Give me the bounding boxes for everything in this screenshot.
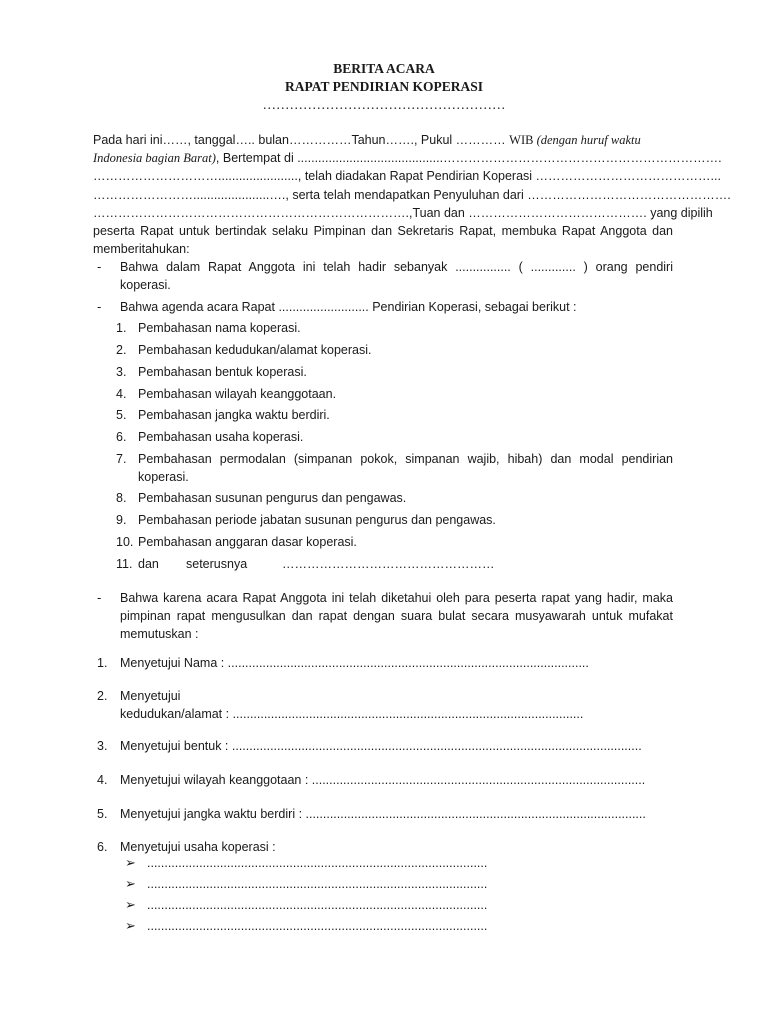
agenda-item-cont: koperasi. <box>138 470 189 484</box>
decision-number: 1. <box>97 656 108 670</box>
usaha-item: .................................................................................................. <box>147 898 488 912</box>
decision-item: Menyetujui <box>120 689 181 703</box>
decision-item: Menyetujui jangka waktu berdiri : .................................................................................................. <box>120 807 646 821</box>
usaha-item: .................................................................................................. <box>147 919 488 933</box>
decision-number: 5. <box>97 807 108 821</box>
bullet-dash: - <box>97 259 102 274</box>
bullet-attendance: Bahwa dalam Rapat Anggota ini telah hadir sebanyak ................ ( ............. ) orang pendiri <box>120 260 673 274</box>
agenda-item: Pembahasan periode jabatan susunan pengurus dan pengawas. <box>138 513 496 527</box>
agenda-item: Pembahasan usaha koperasi. <box>138 430 304 444</box>
agenda-item: Pembahasan anggaran dasar koperasi. <box>138 535 357 549</box>
intro-line-5: ………………………………………………………………….,Tuan dan ……………………………………. yang dipilih <box>93 206 713 220</box>
agenda-item: Pembahasan nama koperasi. <box>138 321 301 335</box>
intro-time-note: (dengan huruf waktu <box>536 133 641 147</box>
intro-line-1-text: Pada hari ini……, tanggal….. bulan……………Tahun……., Pukul ………… <box>93 133 510 147</box>
bullet-dash: - <box>97 590 102 605</box>
agenda-number: 5. <box>116 408 127 422</box>
usaha-item: .................................................................................................. <box>147 856 488 870</box>
agenda-item: Pembahasan susunan pengurus dan pengawas. <box>138 491 407 505</box>
intro-wib: WIB <box>509 133 537 147</box>
agenda-number: 9. <box>116 513 127 527</box>
arrow-bullet-icon: ➢ <box>125 876 136 891</box>
agenda-number: 10. <box>116 535 134 549</box>
decision-number: 3. <box>97 739 108 753</box>
agenda-item: Pembahasan permodalan (simpanan pokok, simpanan wajib, hibah) dan modal pendirian <box>138 452 673 466</box>
agenda-item-cont: seterusnya <box>186 557 248 571</box>
agenda-number: 7. <box>116 452 127 466</box>
agenda-item: dan <box>138 557 159 571</box>
agenda-item: Pembahasan wilayah keanggotaan. <box>138 387 337 401</box>
agenda-number: 1. <box>116 321 127 335</box>
decision-number: 2. <box>97 689 108 703</box>
intro-line-4: ……………………......................…., serta telah mendapatkan Penyuluhan dari …………………………………………. <box>93 188 731 202</box>
decision-number: 6. <box>97 840 108 854</box>
agenda-number: 6. <box>116 430 127 444</box>
decision-item: Menyetujui usaha koperasi : <box>120 840 276 854</box>
bullet-agenda: Bahwa agenda acara Rapat .......................... Pendirian Koperasi, sebagai berikut : <box>120 300 577 314</box>
decision-item: Menyetujui bentuk : ...................................................................................................................... <box>120 739 642 753</box>
agenda-number: 2. <box>116 343 127 357</box>
intro-time-note-2: Indonesia bagian Barat) <box>93 151 216 165</box>
agenda-number: 8. <box>116 491 127 505</box>
arrow-bullet-icon: ➢ <box>125 897 136 912</box>
intro-line-2-text: , Bertempat di ..........................................…………………………………………………………. <box>215 151 722 165</box>
conclusion-line-1: Bahwa karena acara Rapat Anggota ini telah diketahui oleh para peserta rapat yang hadir, maka <box>120 591 673 605</box>
arrow-bullet-icon: ➢ <box>125 855 136 870</box>
bullet-attendance-2: koperasi. <box>120 278 171 292</box>
intro-line-3: …………………………......................., telah diadakan Rapat Pendirian Koperasi ……………………………………... <box>93 169 721 183</box>
intro-line-1 <box>93 131 641 149</box>
decision-number: 4. <box>97 773 108 787</box>
document-title-blank: ……………………………………………… <box>262 97 506 112</box>
agenda-item: Pembahasan jangka waktu berdiri. <box>138 408 330 422</box>
agenda-item-blank: …………………………………………… <box>282 557 495 571</box>
usaha-item: .................................................................................................. <box>147 877 488 891</box>
agenda-item: Pembahasan bentuk koperasi. <box>138 365 307 379</box>
agenda-number: 3. <box>116 365 127 379</box>
decision-item-cont: kedudukan/alamat : ..................................................................................................... <box>120 707 584 721</box>
intro-line-2 <box>93 149 722 167</box>
bullet-dash: - <box>97 299 102 314</box>
agenda-number: 4. <box>116 387 127 401</box>
decision-item: Menyetujui wilayah keanggotaan : ................................................................................................ <box>120 773 646 787</box>
document-subtitle: RAPAT PENDIRIAN KOPERASI <box>284 79 484 94</box>
conclusion-line-3: memutuskan : <box>120 627 199 641</box>
agenda-item: Pembahasan kedudukan/alamat koperasi. <box>138 343 372 357</box>
arrow-bullet-icon: ➢ <box>125 918 136 933</box>
conclusion-line-2: pimpinan rapat mengusulkan dan rapat dengan suara bulat secara musyawarah untuk mufakat <box>120 609 673 623</box>
intro-line-6: peserta Rapat untuk bertindak selaku Pimpinan dan Sekretaris Rapat, membuka Rapat Anggota dan <box>93 224 673 238</box>
intro-line-7: memberitahukan: <box>93 242 190 256</box>
document-title: BERITA ACARA <box>333 61 435 76</box>
decision-item: Menyetujui Nama : ........................................................................................................ <box>120 656 589 670</box>
agenda-number: 11. <box>116 557 133 571</box>
